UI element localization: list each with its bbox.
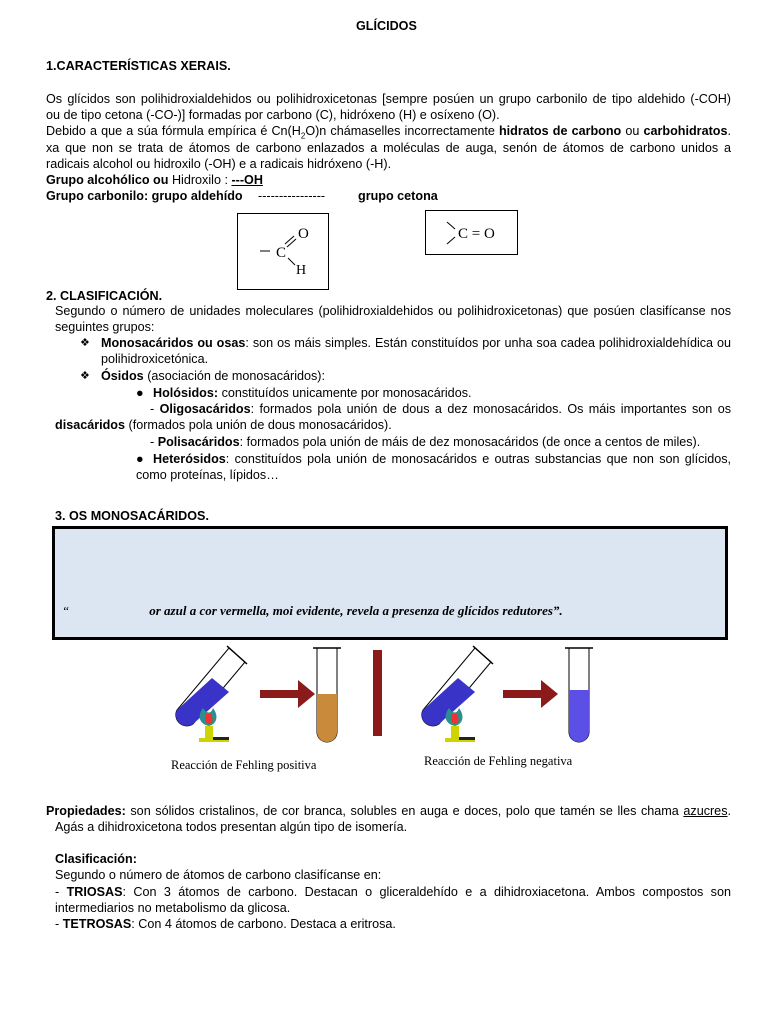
oligosaccharides-item: - Oligosacáridos: formados pola unión de dous a dez monosacáridos. Os máis importantes son os bbox=[150, 402, 731, 416]
heterosidos-item: Heterósidos: constituídos pola unión de monosacáridos e outras substancias que non son glícidos, bbox=[153, 452, 731, 466]
disaccharides-line: disacáridos (formados pola unión de dous monosacáridos). bbox=[55, 418, 392, 432]
paragraph-line: Agás a dihidroxicetona todos presentan algún tipo de isomería. bbox=[55, 820, 408, 834]
aldehyde-structure bbox=[237, 213, 329, 290]
test-tube-blue bbox=[565, 648, 593, 742]
classification-heading: Clasificación: bbox=[55, 852, 137, 866]
fehling-negative-caption: Reacción de Fehling negativa bbox=[424, 754, 573, 768]
aldehyde-carbon-label: C bbox=[276, 245, 287, 261]
bullet-dot-icon: ● bbox=[136, 386, 144, 400]
paragraph-line: seguintes grupos: bbox=[55, 320, 155, 334]
section-heading-clasificacion: 2. CLASIFICACIÓN. bbox=[46, 289, 163, 303]
tetrosas-item: - TETROSAS: Con 4 átomos de carbono. Destaca a eritrosa. bbox=[55, 917, 396, 931]
properties-line: Propiedades: son sólidos cristalinos, de cor branca, solubles en auga e doces, polo que tamén se lles chama azucres. bbox=[46, 804, 731, 818]
paragraph-line: ou de tipo cetona (-CO-)] formadas por carbono (C), hidróxeno (H) e osíxeno (O). bbox=[46, 108, 500, 122]
arrow-right-icon bbox=[503, 680, 558, 708]
diamond-bullet-icon: ❖ bbox=[80, 370, 90, 382]
paragraph-line: intermediarios no metabolismo da glicosa. bbox=[55, 901, 291, 915]
monosaccharides-info-box bbox=[52, 526, 728, 640]
diamond-bullet-icon: ❖ bbox=[80, 337, 90, 349]
fehling-positive-caption: Reacción de Fehling positiva bbox=[171, 758, 317, 772]
divider-bar bbox=[373, 650, 382, 736]
aldehyde-oxygen-label: O bbox=[298, 226, 309, 242]
fehling-quote: “ or azul a cor vermella, moi evidente, revela a presenza de glícidos redutores”. bbox=[62, 603, 563, 618]
paragraph-line: como proteínas, lípidos… bbox=[136, 468, 279, 482]
ketone-group-label: grupo cetona bbox=[358, 189, 438, 203]
polysaccharides-item: - Polisacáridos: formados pola unión de máis de dez monosacáridos (de once a centos de miles). bbox=[150, 435, 701, 449]
arrow-right-icon bbox=[260, 680, 315, 708]
osidos-item: Ósidos (asociación de monosacáridos): bbox=[101, 369, 326, 383]
ketone-formula: C = O bbox=[458, 226, 495, 242]
aldehyde-hydrogen-label: H bbox=[296, 263, 307, 278]
ketone-structure bbox=[425, 210, 518, 255]
carbonyl-dashes: ---------------- bbox=[258, 189, 326, 203]
paragraph-line: polihidroxicetónica. bbox=[101, 352, 209, 366]
paragraph-line: xa que non se trata de átomos de carbono enlazados a moléculas de auga, senón de átomos de carbono unidos a bbox=[46, 141, 731, 155]
burner-flame-icon bbox=[199, 708, 229, 742]
alcohol-group-line: Grupo alcohólico ou Hidroxilo : ---OH bbox=[46, 173, 263, 187]
paragraph-line: radicais alcohol ou hidroxilo (-OH) e a radicais hidróxeno (-H). bbox=[46, 157, 392, 171]
triosas-item: - TRIOSAS: Con 3 átomos de carbono. Destacan o gliceraldehído e a dihidroxiacetona. Ambos compostos son bbox=[55, 885, 731, 899]
section-heading-monosacaridos: 3. OS MONOSACÁRIDOS. bbox=[55, 509, 209, 523]
bullet-dot-icon: ● bbox=[136, 452, 144, 466]
carbonyl-group-label: Grupo carbonilo: grupo aldehído bbox=[46, 189, 243, 203]
fehling-reaction-illustration bbox=[155, 640, 615, 780]
paragraph-line: Debido a que a súa fórmula empírica é $Cn(H_2O)n$ chámaselles incorrectamente hidratos de carbono ou carbohidratos. bbox=[46, 124, 731, 141]
burner-flame-icon bbox=[445, 708, 475, 742]
holosidos-item: Holósidos: constituídos unicamente por monosacáridos. bbox=[153, 386, 472, 400]
paragraph-line: Segundo o número de unidades moleculares (polihidroxialdehidos ou polihidroxicetonas) que posúen clasifícanse nos bbox=[55, 304, 731, 318]
paragraph-line: Segundo o número de átomos de carbono clasifícanse en: bbox=[55, 868, 382, 882]
test-tube-brown bbox=[313, 648, 341, 742]
monosaccharides-item: Monosacáridos ou osas: son os máis simples. Están constituídos por unha soa cadea polihidroxialdehídica ou bbox=[101, 336, 732, 350]
section-heading-caracteristicas: 1.CARACTERÍSTICAS XERAIS. bbox=[46, 59, 231, 73]
paragraph-line: Os glícidos son polihidroxialdehidos ou polihidroxicetonas [sempre posúen un grupo carbonilo de tipo aldehido (-COH) bbox=[46, 92, 731, 106]
page-title: GLÍCIDOS bbox=[356, 19, 417, 33]
